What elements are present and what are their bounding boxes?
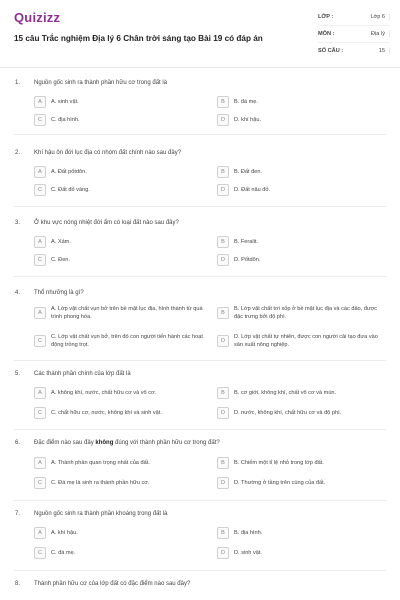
option-text: D. khí hậu. <box>234 117 262 123</box>
option-text: A. khí hậu. <box>51 530 78 536</box>
option-letter-box: D <box>217 114 229 126</box>
divider <box>14 429 386 430</box>
question-text: Đặc điểm nào sau đây không đúng với thành phần hữu cơ trong đất? <box>34 440 220 446</box>
option-text: B. đá mẹ. <box>234 99 258 105</box>
quizizz-logo: Quizizz <box>14 10 61 25</box>
option-text: D. Pốtdôn. <box>234 257 261 263</box>
option-text: C. Đá mẹ là sinh ra thành phần hữu cơ. <box>51 480 150 486</box>
option-b[interactable] <box>217 527 387 539</box>
option-text: A. sinh vật. <box>51 99 79 105</box>
option-text: C. chất hữu cơ, nước, không khí và sinh vật. <box>51 410 162 416</box>
question-number: 7. <box>15 511 21 517</box>
option-c[interactable] <box>34 333 209 349</box>
option-letter-box: C <box>34 254 46 266</box>
option-a[interactable] <box>34 305 209 321</box>
option-letter-box: C <box>34 407 46 419</box>
option-c[interactable] <box>34 254 209 266</box>
option-d[interactable] <box>217 477 387 489</box>
option-d[interactable] <box>217 407 387 419</box>
option-text: B. cơ giới, không khí, chất vô cơ và mùn. <box>234 390 337 396</box>
option-d[interactable] <box>217 547 387 559</box>
meta-count <box>318 42 390 59</box>
option-letter-box: D <box>217 184 229 196</box>
option-letter-box: D <box>217 335 229 347</box>
question-text: Nguồn gốc sinh ra thành phần hữu cơ trong đất là <box>34 80 168 86</box>
divider <box>14 134 386 135</box>
option-letter-box: C <box>34 547 46 559</box>
divider <box>14 276 386 277</box>
question-number: 5. <box>15 371 21 377</box>
question-number: 3. <box>15 220 21 226</box>
option-text: C. đá mẹ. <box>51 550 76 556</box>
option-text: A. Thành phần quan trọng nhất của đất. <box>51 460 150 466</box>
option-c[interactable] <box>34 477 209 489</box>
document-header <box>0 0 400 68</box>
question-text: Ở khu vực nóng nhiệt đới ẩm có loại đất nào sau đây? <box>34 220 179 226</box>
option-letter-box: C <box>34 335 46 347</box>
option-b[interactable] <box>217 305 387 321</box>
meta-count-label: SỐ CÂU : <box>318 48 344 54</box>
question-number: 2. <box>15 150 21 156</box>
option-a[interactable] <box>34 457 209 469</box>
option-b[interactable] <box>217 96 387 108</box>
meta-subject-value: Địa lý <box>364 31 390 37</box>
option-c[interactable] <box>34 407 209 419</box>
option-d[interactable] <box>217 184 387 196</box>
option-text: B. Đất đen. <box>234 169 262 175</box>
option-text: C. địa hình. <box>51 117 80 123</box>
question-number: 4. <box>15 290 21 296</box>
option-text: C. Đất đỏ vàng. <box>51 187 90 193</box>
option-letter-box: D <box>217 547 229 559</box>
option-letter-box: A <box>34 307 46 319</box>
divider <box>14 500 386 501</box>
option-letter-box: D <box>217 254 229 266</box>
option-text: A. Lớp vật chất vụn bở trên bề mặt lục địa, hình thành từ quá trình phong hóa. <box>51 306 203 320</box>
option-letter-box: A <box>34 457 46 469</box>
question-text: Khí hậu ôn đới lục địa có nhóm đất chính nào sau đây? <box>34 150 182 156</box>
option-text: C. Lớp vật chất vụn bở, trên đó con người tiến hành các hoạt động trồng trọt. <box>51 334 203 348</box>
option-a[interactable] <box>34 527 209 539</box>
question-text: Nguồn gốc sinh ra thành phần khoáng trong đất là <box>34 511 168 517</box>
option-c[interactable] <box>34 114 209 126</box>
option-letter-box: C <box>34 477 46 489</box>
option-letter-box: A <box>34 236 46 248</box>
option-text: D. Lớp vật chất tự nhiên, được con người cải tạo đưa vào sản xuất nông nghiệp. <box>234 334 378 348</box>
option-letter-box: B <box>217 387 229 399</box>
meta-panel <box>318 8 390 59</box>
option-letter-box: B <box>217 527 229 539</box>
option-letter-box: A <box>34 387 46 399</box>
option-letter-box: D <box>217 477 229 489</box>
option-b[interactable] <box>217 166 387 178</box>
option-letter-box: B <box>217 166 229 178</box>
option-letter-box: B <box>217 457 229 469</box>
question-number: 8. <box>15 581 21 587</box>
option-text: A. không khí, nước, chất hữu cơ và vô cơ. <box>51 390 157 396</box>
question-number: 1. <box>15 80 21 86</box>
option-text: B. Feralit. <box>234 239 258 245</box>
divider <box>14 206 386 207</box>
option-b[interactable] <box>217 236 387 248</box>
question-number: 6. <box>15 440 21 446</box>
divider <box>14 570 386 571</box>
option-letter-box: A <box>34 527 46 539</box>
option-text: D. nước, không khí, chất hữu cơ và độ phì. <box>234 410 342 416</box>
meta-subject-label: MÔN : <box>318 31 335 37</box>
question-text: Thành phần hữu cơ của lớp đất có đặc điểm nào sau đây? <box>34 581 191 587</box>
meta-subject <box>318 25 390 42</box>
question-text: Thổ nhưỡng là gì? <box>34 290 84 296</box>
option-a[interactable] <box>34 236 209 248</box>
option-letter-box: A <box>34 96 46 108</box>
meta-grade-label: LỚP : <box>318 13 334 20</box>
meta-grade <box>318 8 390 25</box>
divider <box>14 360 386 361</box>
option-b[interactable] <box>217 457 387 469</box>
option-text: C. Đen. <box>51 257 70 263</box>
option-text: D. Đất nâu đỏ. <box>234 187 271 193</box>
option-text: A. Đất pốtdôn. <box>51 169 87 175</box>
option-text: D. sinh vật. <box>234 550 262 556</box>
meta-grade-value: Lớp 6 <box>364 14 390 20</box>
option-letter-box: C <box>34 184 46 196</box>
option-text: D. Thường ở tầng trên cùng của đất. <box>234 480 326 486</box>
option-d[interactable] <box>217 114 387 126</box>
option-letter-box: B <box>217 307 229 319</box>
option-c[interactable] <box>34 547 209 559</box>
option-b[interactable] <box>217 387 387 399</box>
document-title: 15 câu Trắc nghiệm Địa lý 6 Chân trời sáng tạo Bài 19 có đáp án <box>14 34 263 43</box>
option-d[interactable] <box>217 333 387 349</box>
option-a[interactable] <box>34 387 209 399</box>
option-a[interactable] <box>34 96 209 108</box>
option-text: A. Xám. <box>51 239 71 245</box>
option-text: B. Chiếm một tỉ lệ nhỏ trong lớp đất. <box>234 460 324 466</box>
option-letter-box: B <box>217 96 229 108</box>
option-letter-box: B <box>217 236 229 248</box>
meta-count-value: 15 <box>364 48 390 54</box>
option-letter-box: A <box>34 166 46 178</box>
option-text: B. Lớp vật chất tơi xốp ở bề mặt lục địa và các đảo, được đặc trưng bởi độ phì. <box>234 306 378 320</box>
option-a[interactable] <box>34 166 209 178</box>
option-letter-box: C <box>34 114 46 126</box>
option-letter-box: D <box>217 407 229 419</box>
question-text: Các thành phần chính của lớp đất là <box>34 371 131 377</box>
option-text: B. địa hình. <box>234 530 263 536</box>
option-d[interactable] <box>217 254 387 266</box>
option-c[interactable] <box>34 184 209 196</box>
